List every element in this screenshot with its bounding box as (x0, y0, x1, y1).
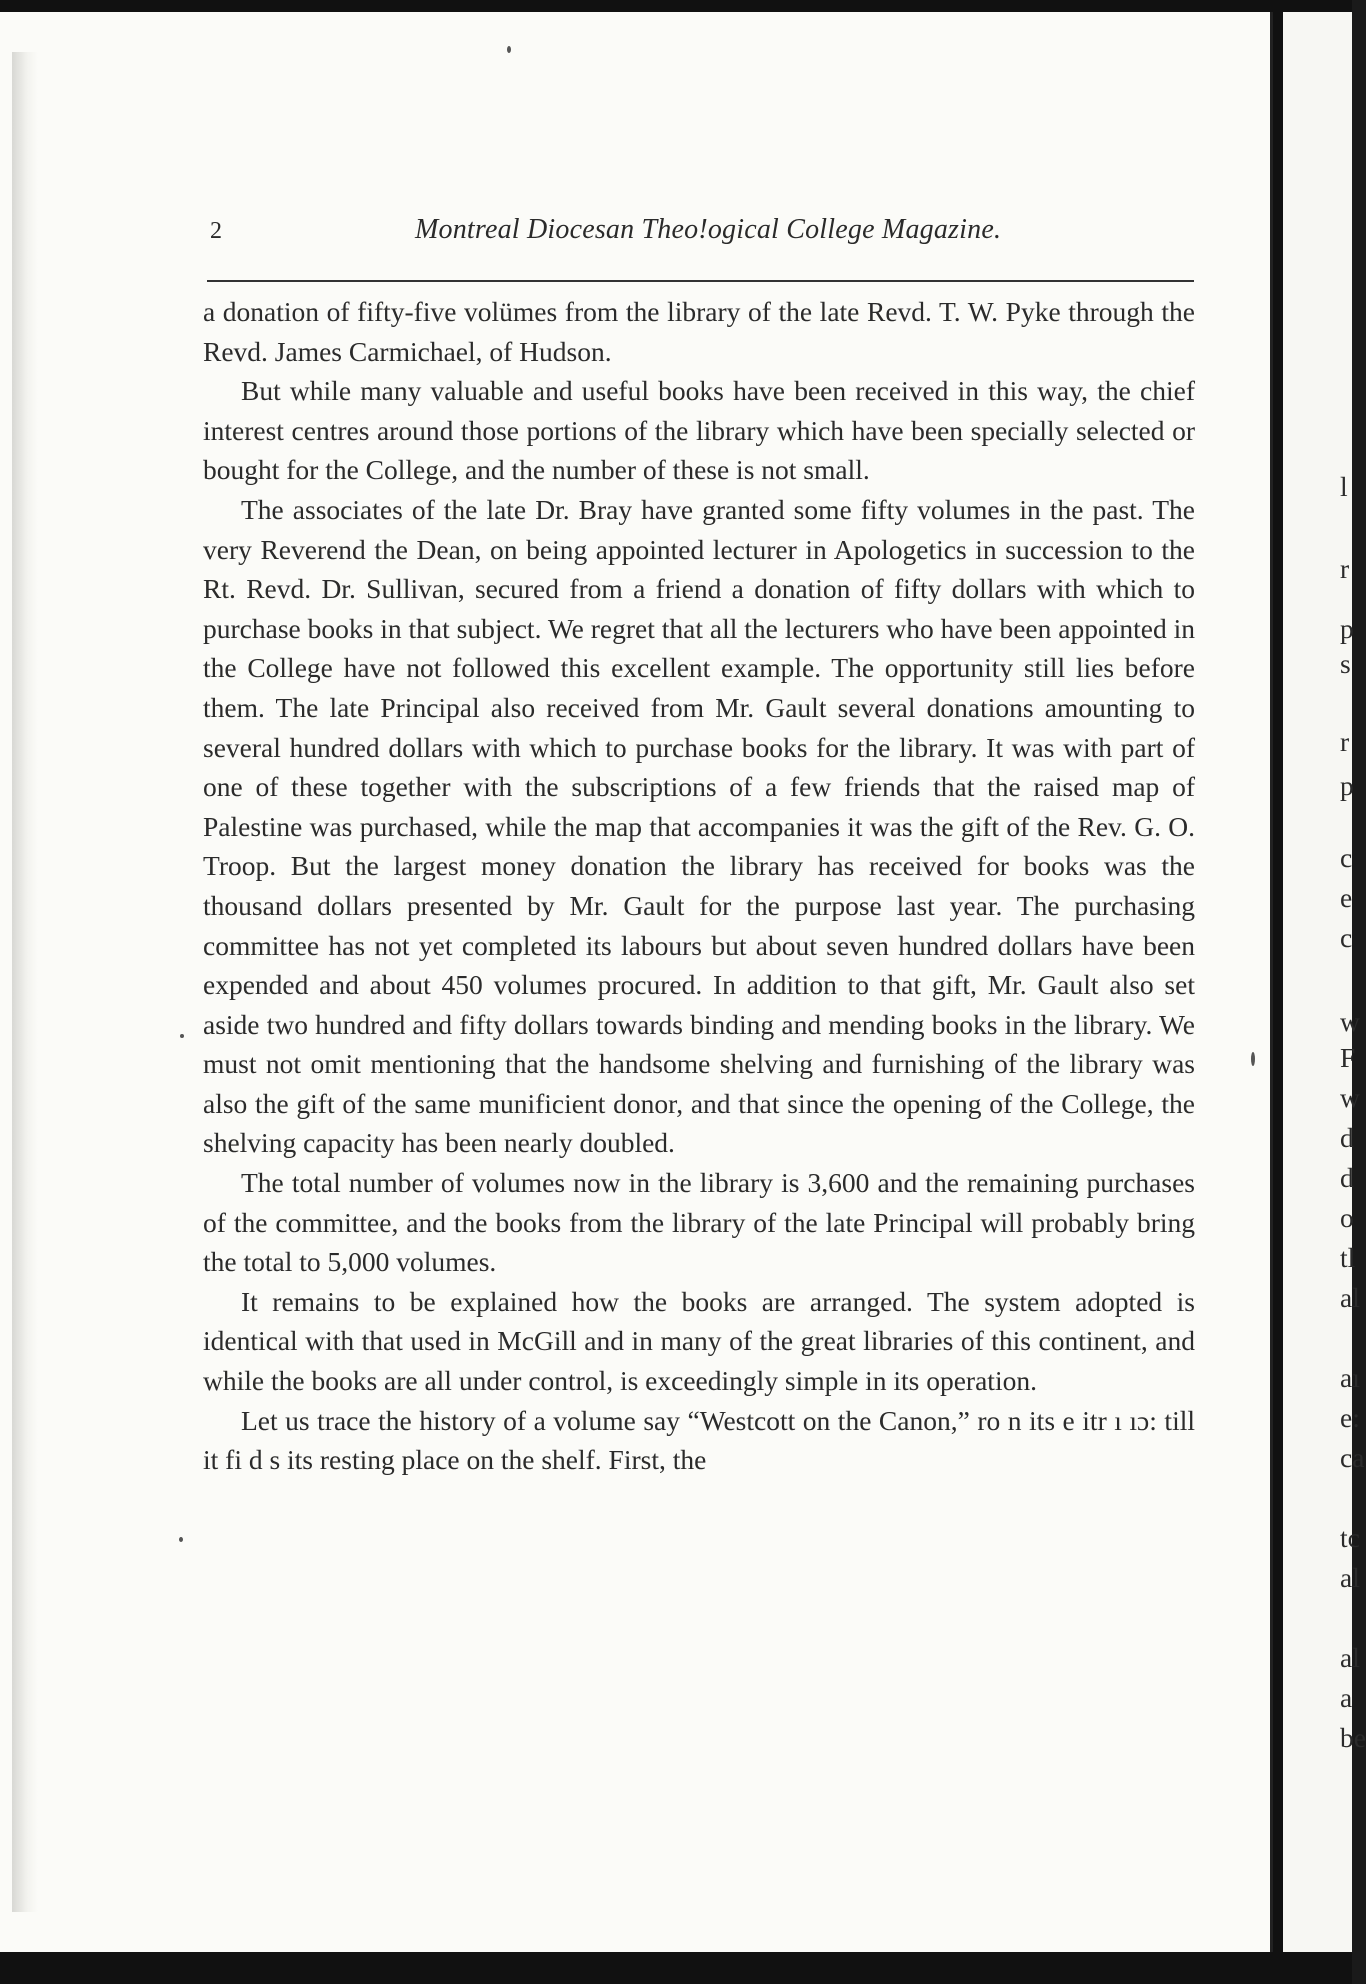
ink-speck (507, 46, 511, 53)
paragraph: Let us trace the history of a volume say “Westcott on the Canon,” ro n its e itr ı ıɔ: till it fi d s its resting place on the shelf. First, the (203, 1404, 1195, 1476)
adjacent-page-fragment: e (1340, 882, 1353, 913)
adjacent-page-fragment: p (1340, 770, 1354, 801)
adjacent-page-fragment: be (1340, 1722, 1366, 1753)
article-body (203, 292, 1195, 1480)
paragraph: But while many valuable and useful books have been received in this way, the chief interest centres around those portions of the library which have been specially selected or bought for the College, and the number of these is not small. (203, 375, 1195, 486)
adjacent-page-fragment: p (1340, 613, 1354, 644)
adjacent-page-fragment: al (1340, 1642, 1360, 1673)
adjacent-page-fragment: e: (1340, 1402, 1360, 1433)
adjacent-page-fragment: a (1340, 1682, 1353, 1713)
ink-speck (180, 1034, 184, 1038)
paragraph: The total number of volumes now in the library is 3,600 and the remaining purchases of the committee, and the books from the library of the late Principal will probably bring the total to 5,000 volumes. (203, 1167, 1195, 1278)
binding-gutter (12, 52, 38, 1912)
adjacent-page-fragment: ca (1340, 1442, 1365, 1473)
adjacent-page-fragment: w (1340, 1082, 1360, 1113)
journal-title: Montreal Diocesan Theo!ogical College Magazine. (415, 214, 1002, 245)
adjacent-page-fragment: d (1340, 1162, 1354, 1193)
page-number: 2 (210, 218, 222, 244)
adjacent-page-fragment: d (1340, 1122, 1354, 1153)
adjacent-page-fragment: F (1340, 1042, 1356, 1073)
paragraph: The associates of the late Dr. Bray have granted some fifty volumes in the past. The very Reverend the Dean, on being appointed lecturer in Apologetics in succession to the Rt. Revd. Dr. Sullivan, secured from a friend a donation of fifty dollars with which to purchase books in that subject. We regret that all the lecturers who have been appointed in the College have not followed this excellent example. The opportunity still lies before them. The late Principal also received from Mr. Gault several donations amounting to several hundred dollars with which to purchase books for the library. It was with part of one of these together with the subscriptions of a few friends that the raised map of Palestine was purchased, while the map that accompanies it was the gift of the Rev. G. O. Troop. But the largest money donation the library has received for books was the thousand dollars presented by Mr. Gault for the purpose last year. The purchasing committee has not yet completed its labours but about seven hundred dollars have been expended and about 450 volumes procured. In addition to that gift, Mr. Gault also set aside two hundred and fifty dollars towards binding and mending books in the library. We must not omit mentioning that the handsome shelving and furnishing of the library was also the gift of the same munificient donor, and that since the opening of the College, the shelving capacity has been nearly doubled. (203, 493, 1195, 1159)
adjacent-page-fragment: r (1340, 553, 1350, 584)
ink-speck (1251, 1052, 1255, 1066)
paragraph: It remains to be explained how the books are arranged. The system adopted is identical with that used in McGill and in many of the great libraries of this continent, and while the books are all under control, is exceedingly simple in its operation. (203, 1285, 1195, 1397)
adjacent-page-fragment: aı (1340, 1362, 1360, 1393)
header-rule (207, 280, 1194, 282)
running-head (210, 214, 1192, 254)
adjacent-page-edge (1283, 12, 1366, 1952)
ink-speck (179, 1537, 183, 1542)
adjacent-page-fragment: r (1340, 726, 1350, 757)
adjacent-page-fragment: w (1340, 1006, 1360, 1037)
adjacent-page-fragment: c (1340, 842, 1353, 873)
adjacent-page-fragment: tc (1340, 1522, 1360, 1553)
adjacent-page-fragment: tl (1340, 1242, 1356, 1273)
adjacent-page-fragment: l (1340, 471, 1348, 502)
adjacent-page-fragment: al (1340, 1562, 1360, 1593)
adjacent-page-fragment: c (1340, 922, 1353, 953)
adjacent-page-fragment: al (1340, 1282, 1360, 1313)
adjacent-page-fragment: o (1340, 1202, 1354, 1233)
magazine-page (0, 12, 1273, 1952)
adjacent-page-fragment: s (1340, 648, 1351, 679)
paragraph-continuation: a donation of fifty-five volümes from the library of the late Revd. T. W. Pyke through the Revd. James Carmichael, of Hudson. (203, 296, 1195, 367)
